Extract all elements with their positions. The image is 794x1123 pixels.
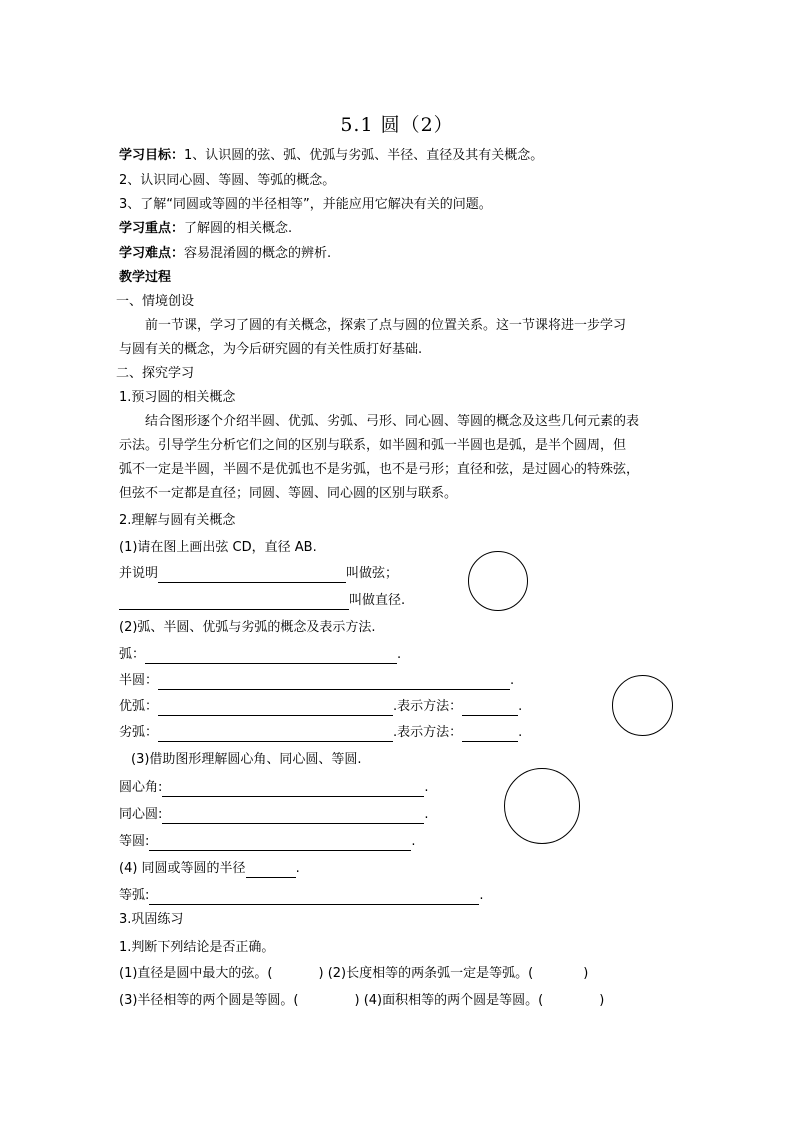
chord-line bbox=[119, 565, 398, 583]
statement-3: (3)半径相等的两个圆是等圆。( bbox=[119, 993, 299, 1008]
arc-label: 弧： bbox=[119, 647, 146, 662]
learning-goals bbox=[119, 147, 543, 165]
central-angle-blank[interactable] bbox=[162, 782, 424, 797]
section2-heading: 二、探究学习 bbox=[116, 366, 195, 381]
question-2: (2)弧、半圆、优弧与劣弧的概念及表示方法. bbox=[119, 620, 376, 635]
diameter-blank[interactable] bbox=[119, 595, 349, 610]
circle-figure-3 bbox=[504, 768, 580, 844]
difficulty-label: 学习难点： bbox=[119, 246, 185, 261]
chord-blank[interactable] bbox=[158, 568, 346, 583]
concentric-line bbox=[119, 806, 429, 824]
statement-2: ) (2)长度相等的两条弧一定是等弧。( bbox=[318, 966, 534, 981]
central-angle-line bbox=[119, 779, 429, 797]
major-arc-notation-blank[interactable] bbox=[462, 701, 518, 716]
key-point bbox=[119, 220, 292, 238]
period: . bbox=[518, 725, 523, 740]
radius-blank[interactable] bbox=[246, 863, 296, 878]
period: . bbox=[295, 861, 300, 876]
page-title: 5.1 圆（2） bbox=[340, 114, 454, 136]
goal-item-1: 1、认识圆的弦、弧、优弧与劣弧、半径、直径及其有关概念。 bbox=[184, 148, 544, 163]
goal-item-2: 2、认识同心圆、等圆、等弧的概念。 bbox=[119, 173, 336, 188]
section2-para-line1: 结合图形逐个介绍半圆、优弧、劣弧、弓形、同心圆、等圆的概念及这些几何元素的表 bbox=[145, 414, 640, 429]
statement-4: ) (4)面积相等的两个圆是等圆。( bbox=[354, 993, 544, 1008]
equal-circle-line bbox=[119, 833, 416, 851]
judgment-row-1 bbox=[119, 965, 588, 983]
semicircle-line bbox=[119, 672, 514, 690]
question-4-text: (4) 同圆或等圆的半径 bbox=[119, 861, 246, 876]
central-angle-label: 圆心角: bbox=[119, 780, 163, 795]
diameter-suffix: 叫做直径. bbox=[349, 593, 406, 608]
process-heading: 教学过程 bbox=[119, 270, 172, 285]
period: . bbox=[393, 725, 398, 740]
period: . bbox=[424, 807, 429, 822]
semicircle-label: 半圆： bbox=[119, 673, 159, 688]
period: . bbox=[424, 780, 429, 795]
section3-heading: 3.巩固练习 bbox=[119, 912, 184, 927]
period: . bbox=[411, 834, 416, 849]
key-point-label: 学习重点： bbox=[119, 221, 185, 236]
question-4 bbox=[119, 860, 300, 878]
minor-arc-line bbox=[119, 724, 522, 742]
diameter-line bbox=[119, 592, 405, 610]
notation-label: 表示方法： bbox=[397, 699, 463, 714]
key-point-text: 了解圆的相关概念. bbox=[184, 221, 293, 236]
difficulty bbox=[119, 245, 331, 263]
major-arc-line bbox=[119, 698, 522, 716]
section2-para-line2: 示法。引导学生分析它们之间的区别与联系，如半圆和弧一半圆也是弧，是半个圆周，但 bbox=[119, 438, 627, 453]
goals-label: 学习目标： bbox=[119, 148, 185, 163]
section2-sub1: 1.预习圆的相关概念 bbox=[119, 390, 236, 405]
arc-line bbox=[119, 646, 401, 664]
equal-circle-blank[interactable] bbox=[149, 836, 411, 851]
minor-arc-label: 劣弧： bbox=[119, 725, 159, 740]
question-1: (1)请在图上画出弦 CD，直径 AB. bbox=[119, 540, 317, 555]
close-paren: ) bbox=[583, 966, 589, 981]
close-paren: ) bbox=[599, 993, 605, 1008]
section1-para-line2: 与圆有关的概念，为今后研究圆的有关性质打好基础. bbox=[119, 342, 423, 357]
concentric-label: 同心圆: bbox=[119, 807, 163, 822]
explain-prefix: 并说明 bbox=[119, 566, 159, 581]
circle-figure-1 bbox=[468, 551, 528, 611]
equal-circle-label: 等圆: bbox=[119, 834, 150, 849]
major-arc-blank[interactable] bbox=[158, 701, 393, 716]
difficulty-text: 容易混淆圆的概念的辨析. bbox=[184, 246, 332, 261]
period: . bbox=[393, 699, 398, 714]
major-arc-label: 优弧： bbox=[119, 699, 159, 714]
period: . bbox=[510, 673, 515, 688]
statement-1: (1)直径是圆中最大的弦。( bbox=[119, 966, 273, 981]
section1-heading: 一、情境创设 bbox=[116, 294, 195, 309]
section3-question-1: 1.判断下列结论是否正确。 bbox=[119, 940, 275, 955]
goal-item-3: 3、了解“同圆或等圆的半径相等”，并能应用它解决有关的问题。 bbox=[119, 197, 492, 212]
period: . bbox=[479, 888, 484, 903]
section2-para-line4: 但弦不一定都是直径；同圆、等圆、同心圆的区别与联系。 bbox=[119, 486, 458, 501]
notation-label: 表示方法： bbox=[397, 725, 463, 740]
judgment-row-2 bbox=[119, 992, 604, 1010]
section1-para-line1: 前一节课，学习了圆的有关概念，探索了点与圆的位置关系。这一节课将进一步学习 bbox=[145, 318, 627, 333]
concentric-blank[interactable] bbox=[162, 809, 424, 824]
period: . bbox=[397, 647, 402, 662]
chord-suffix: 叫做弦； bbox=[346, 566, 399, 581]
equal-arc-line bbox=[119, 887, 484, 905]
minor-arc-blank[interactable] bbox=[158, 727, 393, 742]
section2-sub2: 2.理解与圆有关概念 bbox=[119, 513, 236, 528]
period: . bbox=[518, 699, 523, 714]
minor-arc-notation-blank[interactable] bbox=[462, 727, 518, 742]
question-3: (3)借助图形理解圆心角、同心圆、等圆. bbox=[131, 752, 362, 767]
arc-blank[interactable] bbox=[145, 649, 397, 664]
equal-arc-blank[interactable] bbox=[149, 890, 479, 905]
section2-para-line3: 弧不一定是半圆，半圆不是优弧也不是劣弧，也不是弓形；直径和弦，是过圆心的特殊弦， bbox=[119, 462, 640, 477]
equal-arc-label: 等弧: bbox=[119, 888, 150, 903]
circle-figure-2 bbox=[612, 675, 673, 736]
semicircle-blank[interactable] bbox=[158, 675, 510, 690]
